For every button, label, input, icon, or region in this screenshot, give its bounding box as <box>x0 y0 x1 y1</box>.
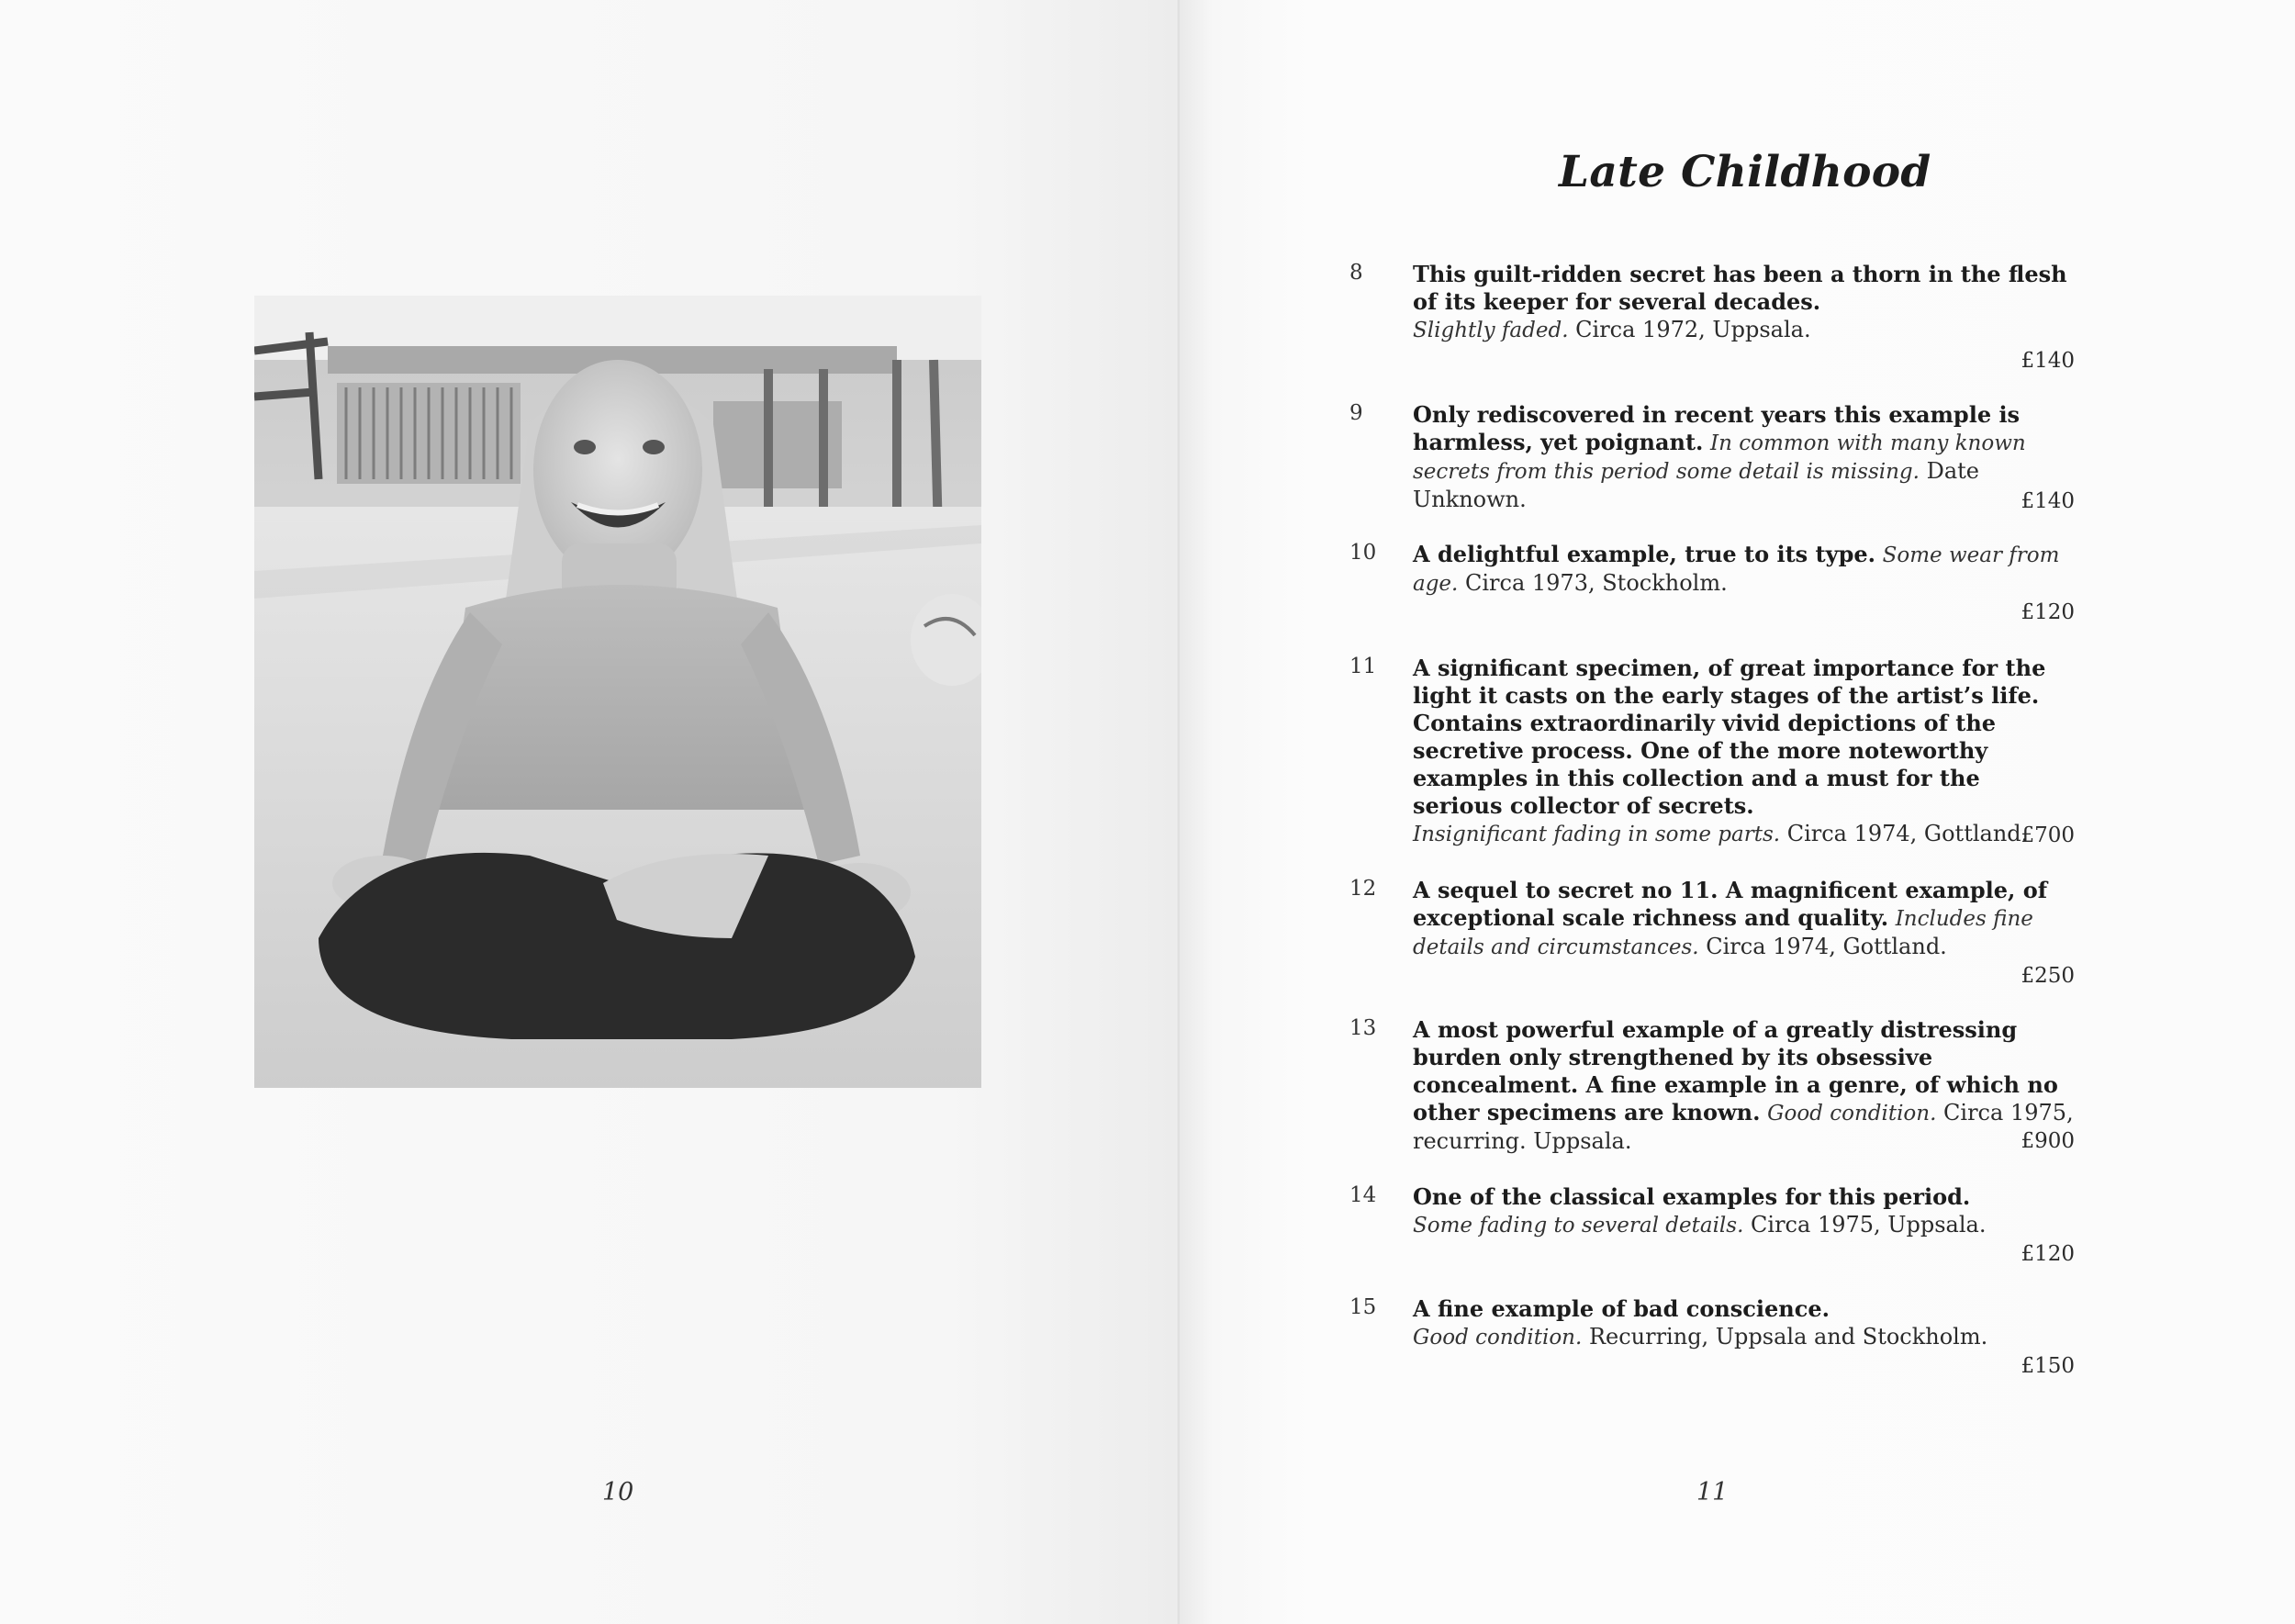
lot-details: Recurring, Uppsala and Stockholm. <box>1588 1324 1988 1350</box>
lot-price: £150 <box>2021 1354 2075 1378</box>
lot-description <box>1413 877 2074 961</box>
lot-headline: One of the classical examples for this period. <box>1413 1183 1971 1210</box>
lot-description <box>1413 261 2074 344</box>
lot-details: Circa 1975, recurring. Uppsala. <box>1413 1100 2074 1154</box>
page-number-right: 11 <box>1696 1478 1729 1506</box>
lot-description <box>1413 1183 2074 1239</box>
lot-headline: A sequel to secret no 11. A magnificent example, of exceptional scale richness and quality. <box>1413 877 2048 931</box>
lot-condition: Slightly faded. <box>1413 319 1569 342</box>
lot-headline: This guilt-ridden secret has been a thorn in the flesh of its keeper for several decades. <box>1413 261 2067 315</box>
lot-details: Circa 1974, Gottland. <box>1786 821 2029 846</box>
photograph-girl-sitting <box>254 296 981 1088</box>
lot-number: 13 <box>1349 1016 1377 1040</box>
lot-condition: Good condition. <box>1413 1326 1583 1350</box>
lot-description <box>1413 1295 2074 1351</box>
lot-condition: Good condition. <box>1767 1102 1937 1126</box>
lot-condition: Some wear from age. <box>1413 543 2060 596</box>
lot-number: 15 <box>1349 1295 1377 1319</box>
page-number-left: 10 <box>602 1478 634 1506</box>
lot-headline: A delightful example, true to its type. <box>1413 541 1875 567</box>
lot-details: Circa 1972, Uppsala. <box>1575 317 1811 342</box>
lot-description <box>1413 655 2074 848</box>
lot-details: Circa 1973, Stockholm. <box>1465 570 1728 596</box>
lot-price: £700 <box>2021 823 2075 847</box>
lot-number: 10 <box>1349 541 1377 565</box>
lot-headline: A most powerful example of a greatly distressing burden only strengthened by its obsessive concealment. A fine example in a genre, of which no other specimens are known. <box>1413 1016 2058 1126</box>
lot-description <box>1413 1016 2074 1155</box>
lot-price: £900 <box>2021 1129 2075 1153</box>
page-title: Late Childhood <box>1559 147 1931 197</box>
lot-price: £120 <box>2021 1242 2075 1266</box>
lot-number: 9 <box>1349 401 1363 425</box>
lot-number: 12 <box>1349 877 1377 901</box>
lot-headline: Only rediscovered in recent years this example is harmless, yet poignant. <box>1413 401 2021 455</box>
lot-price: £120 <box>2021 600 2075 624</box>
lot-number: 8 <box>1349 261 1363 285</box>
lot-details: Circa 1974, Gottland. <box>1706 934 1947 959</box>
lot-condition: In common with many known secrets from this period some detail is missing. <box>1413 431 2026 484</box>
lot-condition: Includes fine details and circumstances. <box>1413 907 2033 959</box>
lot-description <box>1413 401 2074 513</box>
lot-price: £140 <box>2021 489 2075 513</box>
lot-headline: A fine example of bad conscience. <box>1413 1295 1830 1322</box>
lot-headline: A significant specimen, of great importance for the light it casts on the early stages of the artist’s life. Contains extraordinarily vivid depictions of the secretive process. One of the more noteworthy examples in this collection and a must for the serious collector of secrets. <box>1413 655 2046 819</box>
lot-price: £250 <box>2021 964 2075 988</box>
lot-condition: Some fading to several details. <box>1413 1214 1744 1238</box>
lot-details: Date Unknown. <box>1413 458 1980 512</box>
lot-price: £140 <box>2021 349 2075 373</box>
lot-condition: Insignificant fading in some parts. <box>1413 823 1781 846</box>
lot-number: 14 <box>1349 1183 1377 1207</box>
lot-description <box>1413 541 2074 598</box>
lot-details: Circa 1975, Uppsala. <box>1751 1212 1987 1238</box>
lot-number: 11 <box>1349 655 1377 678</box>
